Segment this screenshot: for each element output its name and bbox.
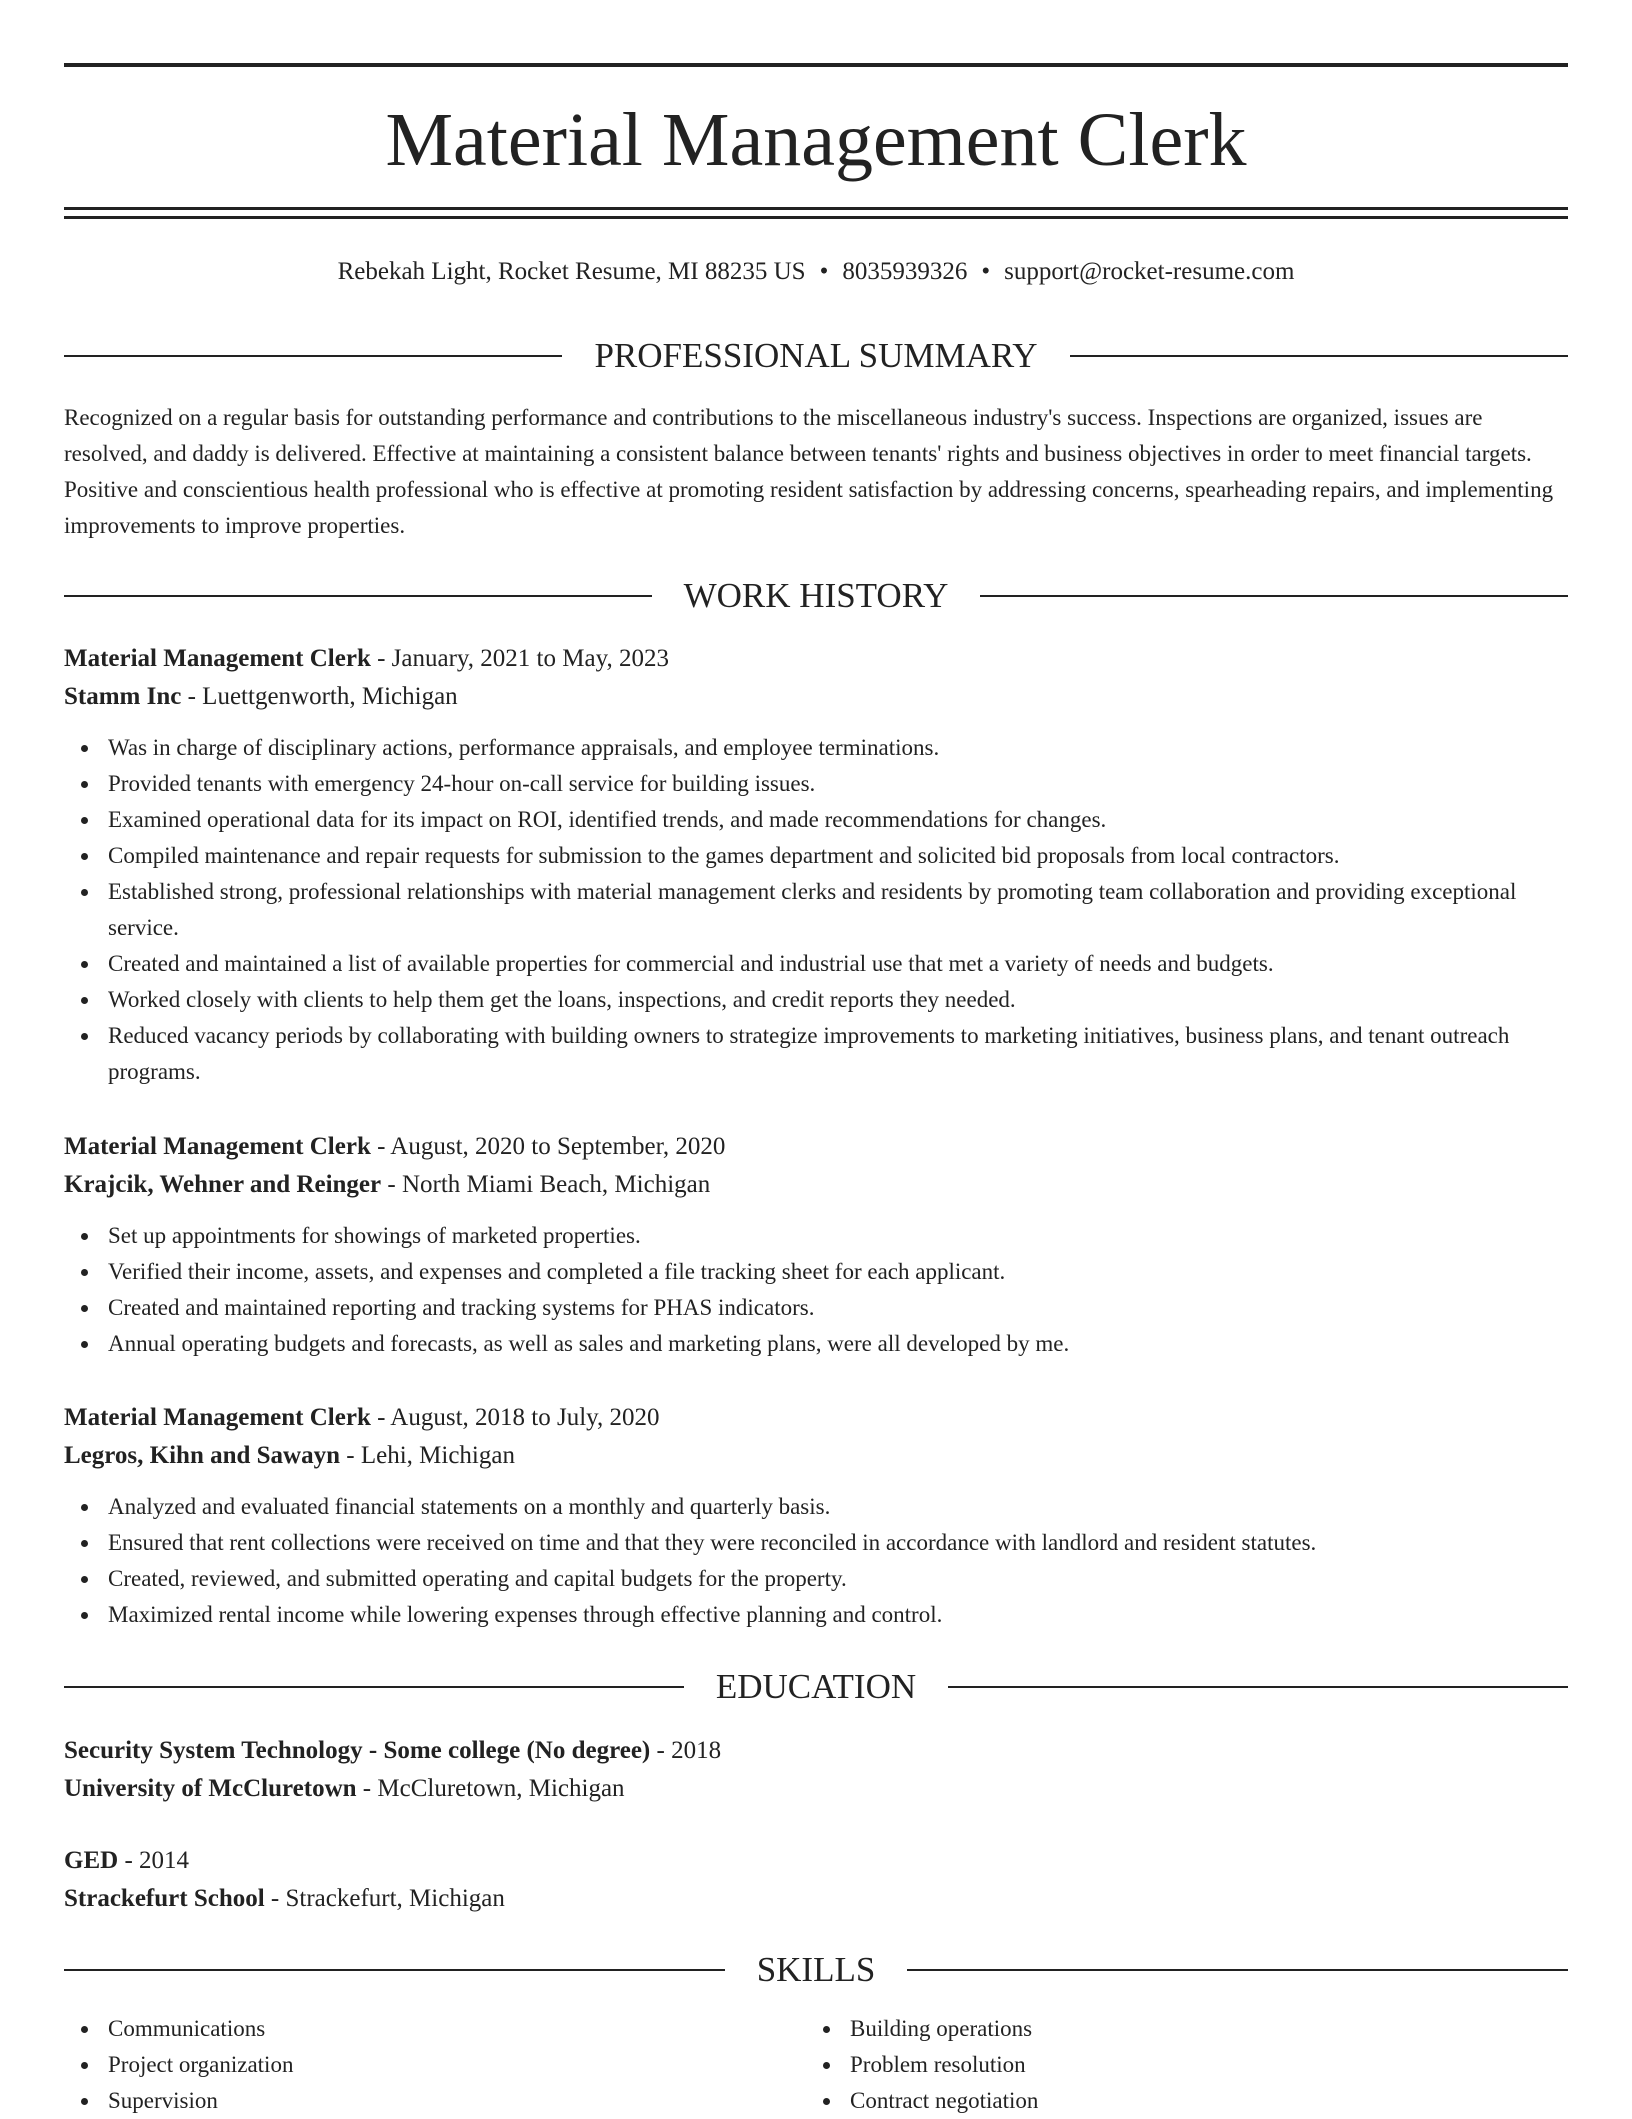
list-item: Provided tenants with emergency 24-hour on-call service for building issues. bbox=[64, 766, 1568, 802]
job-title-line bbox=[64, 1399, 1568, 1437]
job-entry bbox=[64, 640, 1568, 1090]
contact-line bbox=[64, 254, 1568, 290]
list-item: Created and maintained reporting and tracking systems for PHAS indicators. bbox=[64, 1290, 1568, 1326]
summary-heading-label: PROFESSIONAL SUMMARY bbox=[594, 336, 1038, 375]
top-rule bbox=[64, 63, 1568, 67]
job-location: - Lehi, Michigan bbox=[340, 1442, 515, 1469]
job-company: Legros, Kihn and Sawayn bbox=[64, 1442, 341, 1469]
job-entry bbox=[64, 1399, 1568, 1633]
contact-phone[interactable]: 8035939326 bbox=[842, 258, 968, 285]
list-item: Was in charge of disciplinary actions, performance appraisals, and employee terminations. bbox=[64, 730, 1568, 766]
job-company: Stamm Inc bbox=[64, 683, 182, 710]
education-degree-line bbox=[64, 1732, 1568, 1770]
work-history-heading-label: WORK HISTORY bbox=[683, 576, 949, 615]
contact-separator: • bbox=[981, 258, 991, 285]
skills-heading bbox=[64, 1950, 1568, 1990]
job-company-line bbox=[64, 678, 1568, 716]
job-location: - North Miami Beach, Michigan bbox=[381, 1171, 711, 1198]
education-entry bbox=[64, 1842, 1568, 1918]
job-title-line bbox=[64, 640, 1568, 678]
skills-list bbox=[64, 2011, 1568, 2119]
job-title-line bbox=[64, 1128, 1568, 1166]
title-rule-lower bbox=[64, 216, 1568, 219]
skill-item: Problem resolution bbox=[806, 2047, 1548, 2083]
list-item: Verified their income, assets, and expenses and completed a file tracking sheet for each applicant. bbox=[64, 1254, 1568, 1290]
job-duties bbox=[64, 1489, 1568, 1633]
education-heading bbox=[64, 1667, 1568, 1707]
list-item: Analyzed and evaluated financial statements on a monthly and quarterly basis. bbox=[64, 1489, 1568, 1525]
job-duties bbox=[64, 1218, 1568, 1362]
job-duties bbox=[64, 730, 1568, 1090]
heading-rule bbox=[948, 1686, 1568, 1688]
list-item: Created and maintained a list of available properties for commercial and industrial use that met a variety of needs and budgets. bbox=[64, 946, 1568, 982]
skill-item: Communications bbox=[64, 2011, 806, 2047]
education-entry bbox=[64, 1732, 1568, 1808]
list-item: Examined operational data for its impact on ROI, identified trends, and made recommendations for changes. bbox=[64, 802, 1568, 838]
job-entry bbox=[64, 1128, 1568, 1362]
job-company-line bbox=[64, 1437, 1568, 1475]
skills-heading-label: SKILLS bbox=[756, 1950, 876, 1989]
education-location: - McCluretown, Michigan bbox=[356, 1775, 625, 1802]
education-degree: GED bbox=[64, 1847, 119, 1874]
list-item: Annual operating budgets and forecasts, as well as sales and marketing plans, were all developed by me. bbox=[64, 1326, 1568, 1362]
job-title: Material Management Clerk bbox=[64, 1133, 371, 1160]
job-location: - Luettgenworth, Michigan bbox=[181, 683, 458, 710]
education-location: - Strackefurt, Michigan bbox=[264, 1885, 505, 1912]
education-school-line bbox=[64, 1770, 1568, 1808]
list-item: Maximized rental income while lowering expenses through effective planning and control. bbox=[64, 1597, 1568, 1633]
job-dates: - August, 2020 to September, 2020 bbox=[370, 1133, 726, 1160]
job-company-line bbox=[64, 1166, 1568, 1204]
summary-text: Recognized on a regular basis for outstanding performance and contributions to the miscellaneous industry's success. Inspections are organized, issues are resolved, and daddy is delivered. Effective at maintaining a consistent balance between tenants' rights and business objectives in order to meet financial targets. Positive and conscientious health professional who is effective at promoting resident satisfaction by addressing concerns, spearheading repairs, and implementing improvements to improve properties. bbox=[64, 405, 1554, 538]
skills-column-left bbox=[64, 2011, 806, 2119]
education-year: - 2018 bbox=[650, 1737, 722, 1764]
skills-column-right bbox=[806, 2011, 1548, 2119]
job-dates: - January, 2021 to May, 2023 bbox=[370, 645, 669, 672]
list-item: Ensured that rent collections were received on time and that they were reconciled in accordance with landlord and resident statutes. bbox=[64, 1525, 1568, 1561]
heading-rule bbox=[64, 595, 652, 597]
education-school: Strackefurt School bbox=[64, 1885, 265, 1912]
job-company: Krajcik, Wehner and Reinger bbox=[64, 1171, 382, 1198]
contact-address: Rebekah Light, Rocket Resume, MI 88235 US bbox=[337, 258, 806, 285]
education-year: - 2014 bbox=[118, 1847, 190, 1874]
contact-separator: • bbox=[819, 258, 829, 285]
heading-rule bbox=[64, 355, 562, 357]
education-school: University of McCluretown bbox=[64, 1775, 357, 1802]
contact-email[interactable]: support@rocket-resume.com bbox=[1004, 258, 1295, 285]
education-heading-label: EDUCATION bbox=[715, 1667, 917, 1706]
heading-rule bbox=[1070, 355, 1568, 357]
title-rule-upper bbox=[64, 207, 1568, 210]
skill-item: Supervision bbox=[64, 2083, 806, 2119]
list-item: Reduced vacancy periods by collaborating with building owners to strategize improvements to marketing initiatives, business plans, and tenant outreach programs. bbox=[64, 1018, 1568, 1090]
education-school-line bbox=[64, 1880, 1568, 1918]
heading-rule bbox=[64, 1969, 725, 1971]
list-item: Set up appointments for showings of marketed properties. bbox=[64, 1218, 1568, 1254]
work-history-heading bbox=[64, 576, 1568, 616]
summary-heading bbox=[64, 336, 1568, 376]
skill-item: Project organization bbox=[64, 2047, 806, 2083]
job-title: Material Management Clerk bbox=[64, 645, 371, 672]
list-item: Worked closely with clients to help them get the loans, inspections, and credit reports they needed. bbox=[64, 982, 1568, 1018]
education-degree: Security System Technology - Some college (No degree) bbox=[64, 1737, 651, 1764]
list-item: Compiled maintenance and repair requests for submission to the games department and solicited bid proposals from local contractors. bbox=[64, 838, 1568, 874]
page-title: Material Management Clerk bbox=[385, 98, 1247, 182]
list-item: Created, reviewed, and submitted operating and capital budgets for the property. bbox=[64, 1561, 1568, 1597]
heading-rule bbox=[64, 1686, 684, 1688]
skill-item: Contract negotiation bbox=[806, 2083, 1548, 2119]
heading-rule bbox=[980, 595, 1568, 597]
job-title: Material Management Clerk bbox=[64, 1404, 371, 1431]
skill-item: Building operations bbox=[806, 2011, 1548, 2047]
education-degree-line bbox=[64, 1842, 1568, 1880]
job-dates: - August, 2018 to July, 2020 bbox=[370, 1404, 660, 1431]
heading-rule bbox=[907, 1969, 1568, 1971]
list-item: Established strong, professional relationships with material management clerks and residents by promoting team collaboration and providing exceptional service. bbox=[64, 874, 1568, 946]
